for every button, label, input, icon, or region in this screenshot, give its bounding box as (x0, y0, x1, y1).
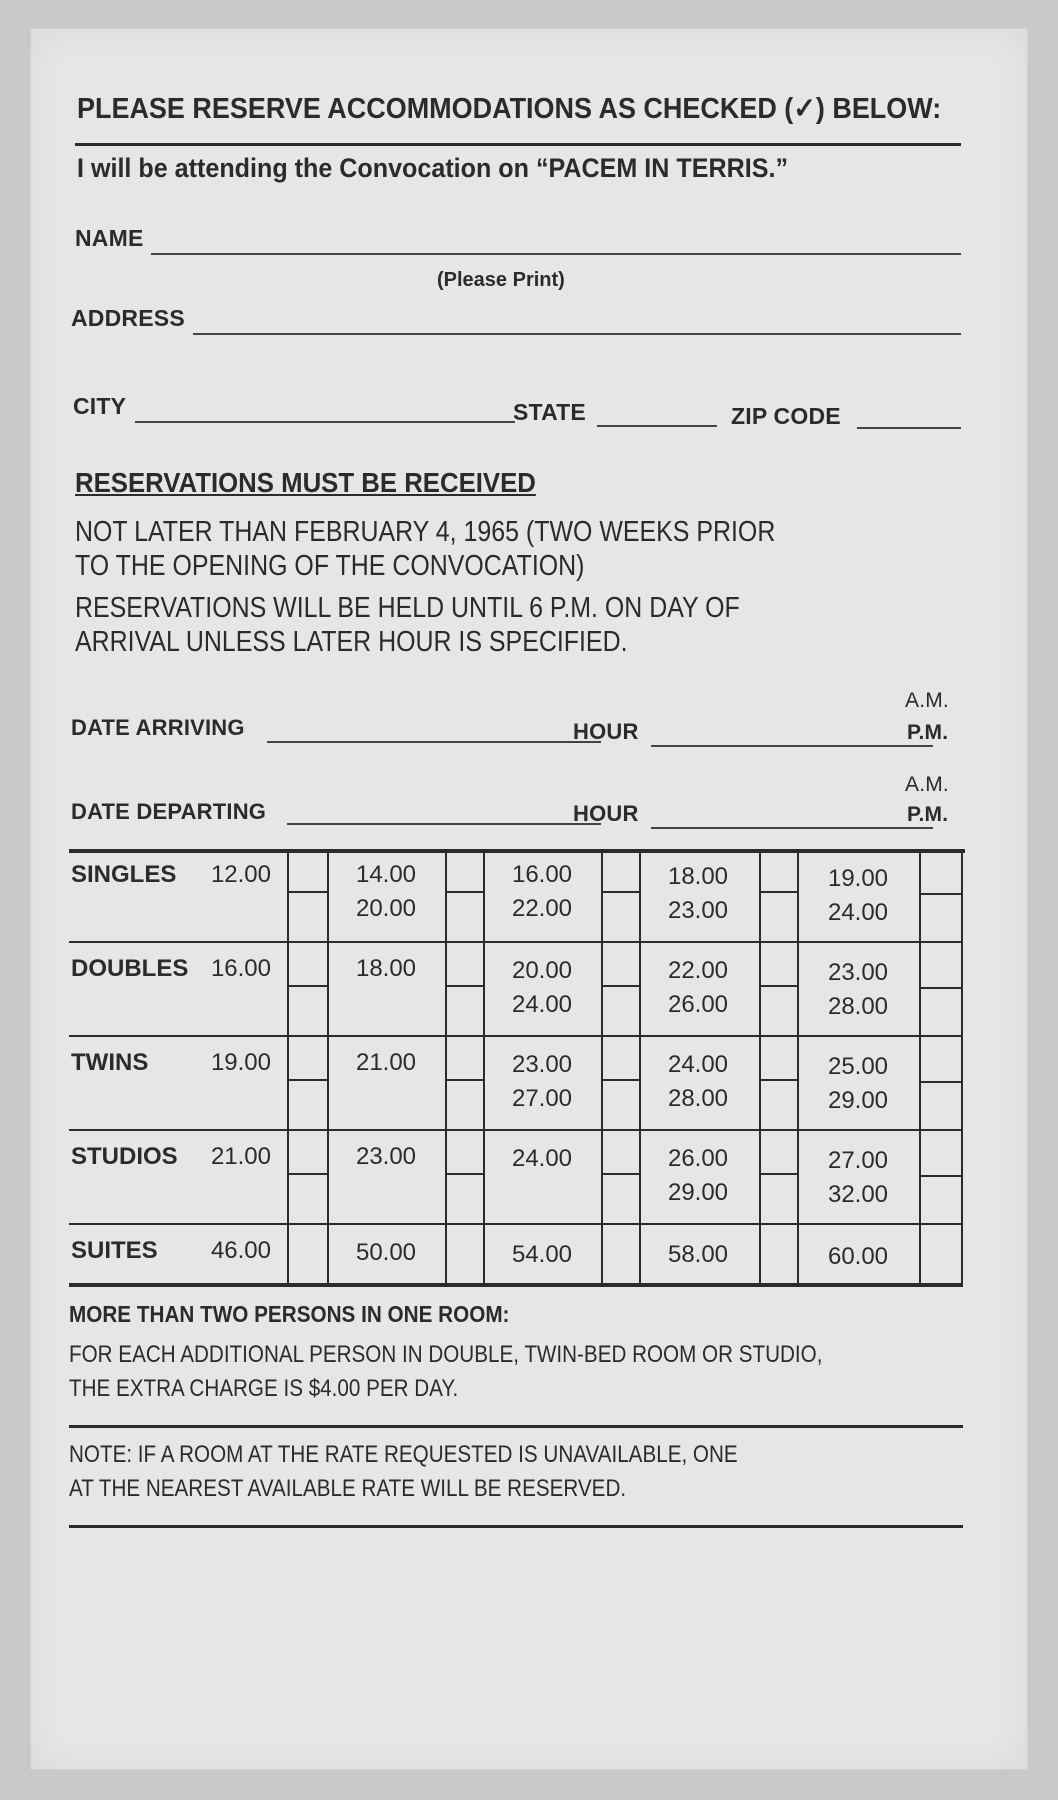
rate-value: 21.00 (355, 1049, 417, 1076)
rate-value: 24.00 (827, 899, 889, 926)
rate-value: 23.00 (511, 1051, 573, 1078)
rate-value: 32.00 (827, 1181, 889, 1208)
rate-value: 23.00 (667, 897, 729, 924)
hold-line-2: ARRIVAL UNLESS LATER HOUR IS SPECIFIED. (75, 626, 628, 658)
rate-value: 29.00 (827, 1087, 889, 1114)
rate-value: 25.00 (827, 1053, 889, 1080)
rate-value: 50.00 (355, 1239, 417, 1266)
arrival-pm[interactable]: P.M. (907, 721, 949, 744)
address-label: ADDRESS (71, 305, 185, 331)
departure-hour-field[interactable] (651, 827, 933, 829)
attending-statement: I will be attending the Convocation on “PACEM IN TERRIS.” (77, 153, 789, 183)
rate-value: 22.00 (667, 957, 729, 984)
extra-person-heading: MORE THAN TWO PERSONS IN ONE ROOM: (69, 1301, 510, 1327)
rate-value: 60.00 (827, 1243, 889, 1270)
name-label: NAME (75, 225, 144, 251)
rate-value: 14.00 (355, 861, 417, 888)
rate-checkbox-column-3[interactable] (603, 853, 639, 1283)
rate-value: 20.00 (355, 895, 417, 922)
rate-value: 18.00 (667, 863, 729, 890)
rate-value: 26.00 (667, 1145, 729, 1172)
date-arriving-field[interactable] (267, 741, 601, 743)
room-type: STUDIOS (71, 1143, 178, 1170)
rate-value: 19.00 (827, 865, 889, 892)
extra-person-line-1: FOR EACH ADDITIONAL PERSON IN DOUBLE, TWIN-BED ROOM OR STUDIO, (69, 1341, 823, 1368)
rate-value: 22.00 (511, 895, 573, 922)
departure-pm[interactable]: P.M. (907, 803, 949, 826)
departure-am[interactable]: A.M. (905, 773, 949, 796)
rate-checkbox-column-4[interactable] (761, 853, 797, 1283)
rate-value: 12.00 (210, 861, 271, 888)
rate-checkbox-column-1[interactable] (289, 853, 327, 1283)
zip-label: ZIP CODE (731, 403, 841, 429)
name-field[interactable] (151, 253, 961, 255)
date-departing-label: DATE DEPARTING (71, 799, 267, 824)
rate-value: 16.00 (210, 955, 271, 982)
rate-value: 54.00 (511, 1241, 573, 1268)
rate-value: 24.00 (667, 1051, 729, 1078)
rate-value: 18.00 (355, 955, 417, 982)
date-arriving-label: DATE ARRIVING (71, 715, 245, 740)
room-type: SINGLES (71, 861, 177, 888)
departure-hour-label: HOUR (573, 801, 639, 826)
form-title: PLEASE RESERVE ACCOMMODATIONS AS CHECKED (✓) BELOW: (77, 93, 942, 125)
rate-value: 24.00 (511, 991, 573, 1018)
state-label: STATE (513, 399, 586, 425)
rate-value: 16.00 (511, 861, 573, 888)
rate-value: 27.00 (827, 1147, 889, 1174)
rate-value: 20.00 (511, 957, 573, 984)
rate-value: 19.00 (210, 1049, 271, 1076)
rate-value: 21.00 (210, 1143, 271, 1170)
rate-value: 27.00 (511, 1085, 573, 1112)
deadline-line-1: NOT LATER THAN FEBRUARY 4, 1965 (TWO WEEKS PRIOR (75, 516, 776, 548)
date-departing-field[interactable] (287, 823, 601, 825)
rate-value: 29.00 (667, 1179, 729, 1206)
arrival-hour-field[interactable] (651, 745, 933, 747)
city-label: CITY (73, 393, 127, 419)
rate-value: 23.00 (827, 959, 889, 986)
rate-value: 28.00 (827, 993, 889, 1020)
rate-value: 58.00 (667, 1241, 729, 1268)
rate-value: 23.00 (355, 1143, 417, 1170)
hold-line-1: RESERVATIONS WILL BE HELD UNTIL 6 P.M. ON DAY OF (75, 592, 740, 624)
zip-field[interactable] (857, 427, 961, 429)
room-type: SUITES (71, 1237, 158, 1264)
rate-checkbox-column-2[interactable] (447, 853, 483, 1283)
state-field[interactable] (597, 425, 717, 427)
reservations-heading: RESERVATIONS MUST BE RECEIVED (75, 467, 536, 498)
rate-value: 24.00 (511, 1145, 573, 1172)
unavailable-note-line-2: AT THE NEAREST AVAILABLE RATE WILL BE RESERVED. (69, 1475, 627, 1502)
please-print-note: (Please Print) (437, 269, 565, 291)
title-rule (75, 143, 961, 146)
table-top-rule (69, 849, 965, 853)
rate-checkbox-column-5[interactable] (921, 853, 961, 1283)
rate-value: 28.00 (667, 1085, 729, 1112)
extra-person-line-2: THE EXTRA CHARGE IS $4.00 PER DAY. (69, 1375, 459, 1402)
rate-value: 26.00 (667, 991, 729, 1018)
room-type: DOUBLES (71, 955, 189, 982)
room-type: TWINS (71, 1049, 149, 1076)
rate-value: 46.00 (210, 1237, 271, 1264)
address-field[interactable] (193, 333, 961, 335)
arrival-hour-label: HOUR (573, 719, 639, 744)
unavailable-note-line-1: NOTE: IF A ROOM AT THE RATE REQUESTED IS UNAVAILABLE, ONE (69, 1441, 738, 1468)
note-top-rule (69, 1425, 963, 1428)
reservation-card (30, 28, 1028, 1770)
city-field[interactable] (135, 421, 515, 423)
deadline-line-2: TO THE OPENING OF THE CONVOCATION) (75, 550, 585, 582)
note-bottom-rule (69, 1525, 963, 1528)
arrival-am[interactable]: A.M. (905, 689, 949, 712)
